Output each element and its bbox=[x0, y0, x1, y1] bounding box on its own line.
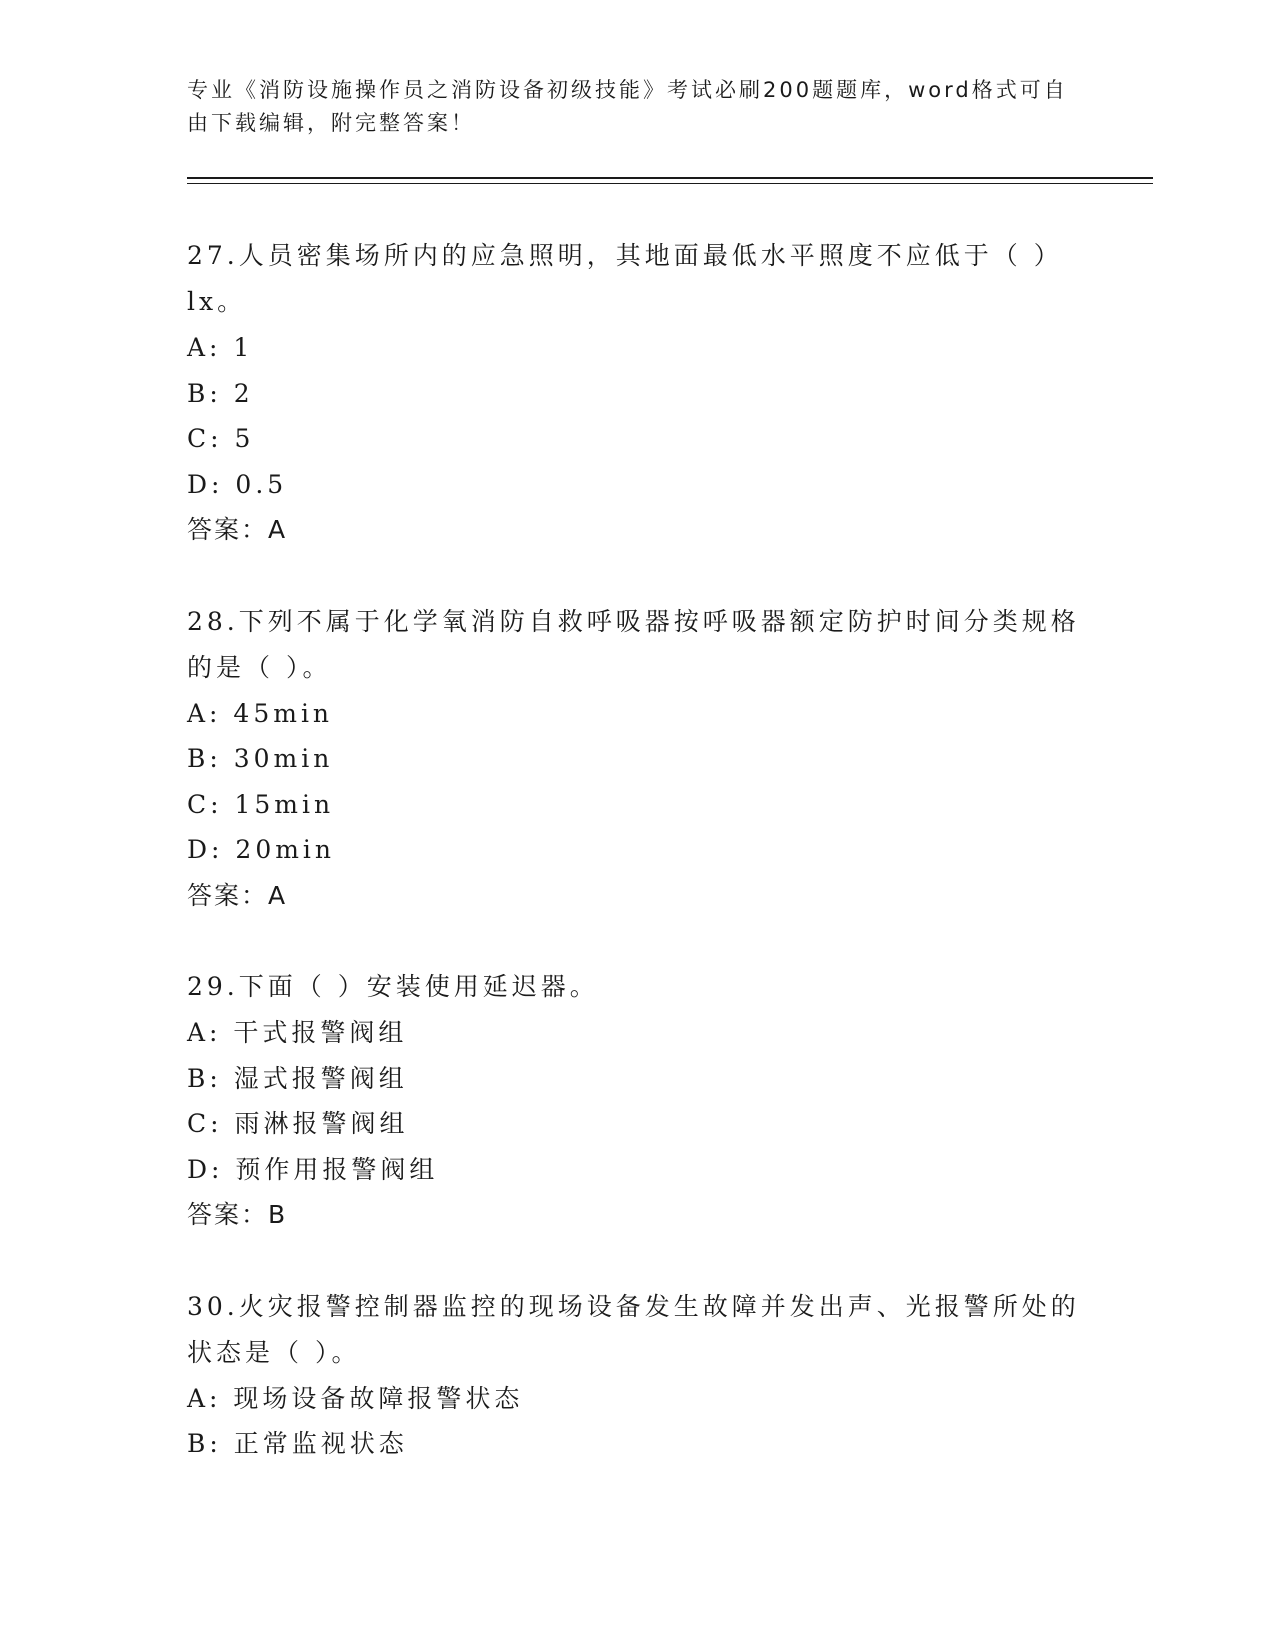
answer-line: 答案：A bbox=[187, 515, 288, 544]
option-c: C: 5 bbox=[187, 424, 255, 453]
question-27 bbox=[187, 233, 1087, 553]
option-c: C: 15min bbox=[187, 789, 335, 819]
option-b: B: 2 bbox=[187, 378, 254, 408]
option-b: B: 正常监视状态 bbox=[187, 1429, 408, 1458]
option-d: D: 20min bbox=[187, 835, 336, 864]
option-a: A: 45min bbox=[187, 698, 334, 728]
option-a: A: 1 bbox=[187, 333, 254, 362]
option-c: C: 雨淋报警阀组 bbox=[187, 1109, 409, 1138]
option-d: D: 预作用报警阀组 bbox=[187, 1154, 439, 1184]
page-header bbox=[187, 74, 1087, 140]
question-29 bbox=[187, 964, 1087, 1238]
option-d: D: 0.5 bbox=[187, 469, 288, 499]
option-a: A: 现场设备故障报警状态 bbox=[187, 1383, 524, 1413]
answer-line: 答案：B bbox=[187, 1200, 288, 1229]
option-b: B: 湿式报警阀组 bbox=[187, 1063, 408, 1093]
option-b: B: 30min bbox=[187, 744, 334, 773]
question-stem: 30.火灾报警控制器监控的现场设备发生故障并发出声、光报警所处的状态是（ ）。 bbox=[187, 1291, 1080, 1367]
question-list bbox=[187, 233, 1087, 1513]
header-title: 专业《消防设施操作员之消防设备初级技能》考试必刷200题题库，word格式可自由下载编辑，附完整答案！ bbox=[187, 78, 1068, 135]
question-stem: 29.下面（ ）安装使用延迟器。 bbox=[187, 972, 599, 1001]
answer-line: 答案：A bbox=[187, 880, 288, 910]
question-28 bbox=[187, 599, 1087, 919]
question-stem: 28.下列不属于化学氧消防自救呼吸器按呼吸器额定防护时间分类规格的是（ ）。 bbox=[187, 606, 1080, 682]
question-30 bbox=[187, 1284, 1087, 1467]
header-divider bbox=[187, 177, 1153, 184]
question-stem: 27.人员密集场所内的应急照明，其地面最低水平照度不应低于（ ）lx。 bbox=[187, 241, 1063, 316]
option-a: A: 干式报警阀组 bbox=[187, 1018, 408, 1047]
